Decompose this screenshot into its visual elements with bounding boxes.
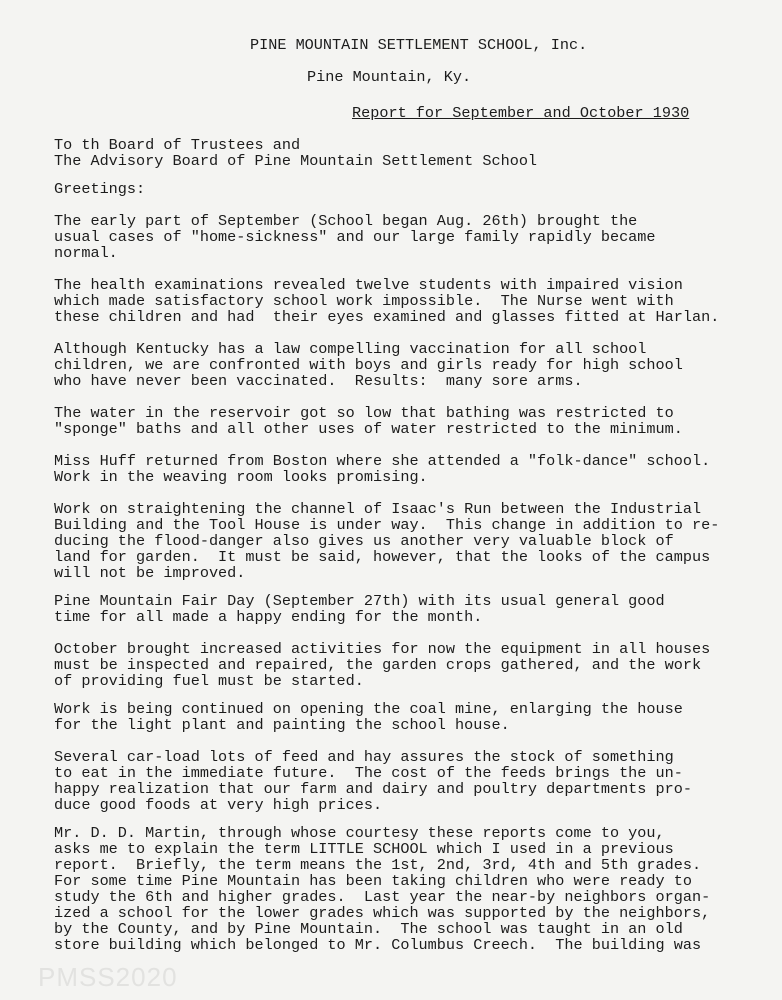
text-line: Miss Huff returned from Boston where she attended a "folk-dance" school. — [54, 452, 711, 470]
text-line: Work is being continued on opening the coal mine, enlarging the house — [54, 700, 683, 718]
text-line: The health examinations revealed twelve students with impaired vision — [54, 276, 683, 294]
text-line: duce good foods at very high prices. — [54, 796, 383, 814]
text-line: Although Kentucky has a law compelling vaccination for all school — [54, 340, 647, 358]
address-line: The Advisory Board of Pine Mountain Settlement School — [54, 152, 538, 170]
text-line: The water in the reservoir got so low that bathing was restricted to — [54, 404, 674, 422]
text-line: to eat in the immediate future. The cost of the feeds brings the un- — [54, 764, 683, 782]
text-line: Work in the weaving room looks promising. — [54, 468, 428, 486]
text-line: must be inspected and repaired, the garden crops gathered, and the work — [54, 656, 702, 674]
report-title: Report for September and October 1930 — [352, 104, 690, 122]
text-line: Work on straightening the channel of Isaac's Run between the Industrial — [54, 500, 702, 518]
text-line: normal. — [54, 244, 118, 262]
greeting — [54, 181, 145, 197]
archive-watermark: PMSS2020 — [38, 962, 178, 992]
text-line: store building which belonged to Mr. Columbus Creech. The building was — [54, 936, 702, 954]
address-block — [54, 137, 537, 169]
greeting-text: Greetings: — [54, 180, 146, 198]
text-line: which made satisfactory school work impossible. The Nurse went with — [54, 292, 674, 310]
paragraph — [54, 453, 710, 485]
address-line: To th Board of Trustees and — [54, 136, 301, 154]
text-line: Mr. D. D. Martin, through whose courtesy these reports come to you, — [54, 824, 665, 842]
paragraph — [54, 501, 719, 581]
text-line: report. Briefly, the term means the 1st, 2nd, 3rd, 4th and 5th grades. — [54, 856, 702, 874]
text-line: usual cases of "home-sickness" and our large family rapidly became — [54, 228, 656, 246]
text-line: time for all made a happy ending for the month. — [54, 608, 483, 626]
text-line: by the County, and by Pine Mountain. The school was taught in an old — [54, 920, 683, 938]
paragraph — [54, 701, 683, 733]
text-line: For some time Pine Mountain has been taking children who were ready to — [54, 872, 692, 890]
text-line: land for garden. It must be said, however, that the looks of the campus — [54, 548, 711, 566]
paragraph — [54, 341, 683, 389]
text-line: Several car-load lots of feed and hay assures the stock of something — [54, 748, 674, 766]
text-line: ducing the flood-danger also gives us another very valuable block of — [54, 532, 674, 550]
paragraph — [54, 405, 683, 437]
text-line: asks me to explain the term LITTLE SCHOOL which I used in a previous — [54, 840, 674, 858]
text-line: Building and the Tool House is under way. This change in addition to re- — [54, 516, 720, 534]
text-line: for the light plant and painting the school house. — [54, 716, 510, 734]
text-line: these children and had their eyes examined and glasses fitted at Harlan. — [54, 308, 720, 326]
paragraph — [54, 641, 710, 689]
text-line: ized a school for the lower grades which was supported by the neighbors, — [54, 904, 711, 922]
text-line: "sponge" baths and all other uses of water restricted to the minimum. — [54, 420, 683, 438]
paragraph — [54, 749, 692, 813]
organization-heading: PINE MOUNTAIN SETTLEMENT SCHOOL, Inc. — [250, 36, 588, 54]
text-line: who have never been vaccinated. Results: many sore arms. — [54, 372, 583, 390]
paragraph — [54, 593, 665, 625]
location-line: Pine Mountain, Ky. — [307, 68, 472, 86]
text-line: The early part of September (School began Aug. 26th) brought the — [54, 212, 638, 230]
text-line: October brought increased activities for now the equipment in all houses — [54, 640, 711, 658]
text-line: study the 6th and higher grades. Last year the near-by neighbors organ- — [54, 888, 711, 906]
text-line: will not be improved. — [54, 564, 246, 582]
paragraph — [54, 277, 719, 325]
text-line: happy realization that our farm and dairy and poultry departments pro- — [54, 780, 692, 798]
text-line: of providing fuel must be started. — [54, 672, 364, 690]
paragraph — [54, 213, 656, 261]
paragraph — [54, 825, 710, 953]
text-line: children, we are confronted with boys and girls ready for high school — [54, 356, 683, 374]
text-line: Pine Mountain Fair Day (September 27th) with its usual general good — [54, 592, 665, 610]
